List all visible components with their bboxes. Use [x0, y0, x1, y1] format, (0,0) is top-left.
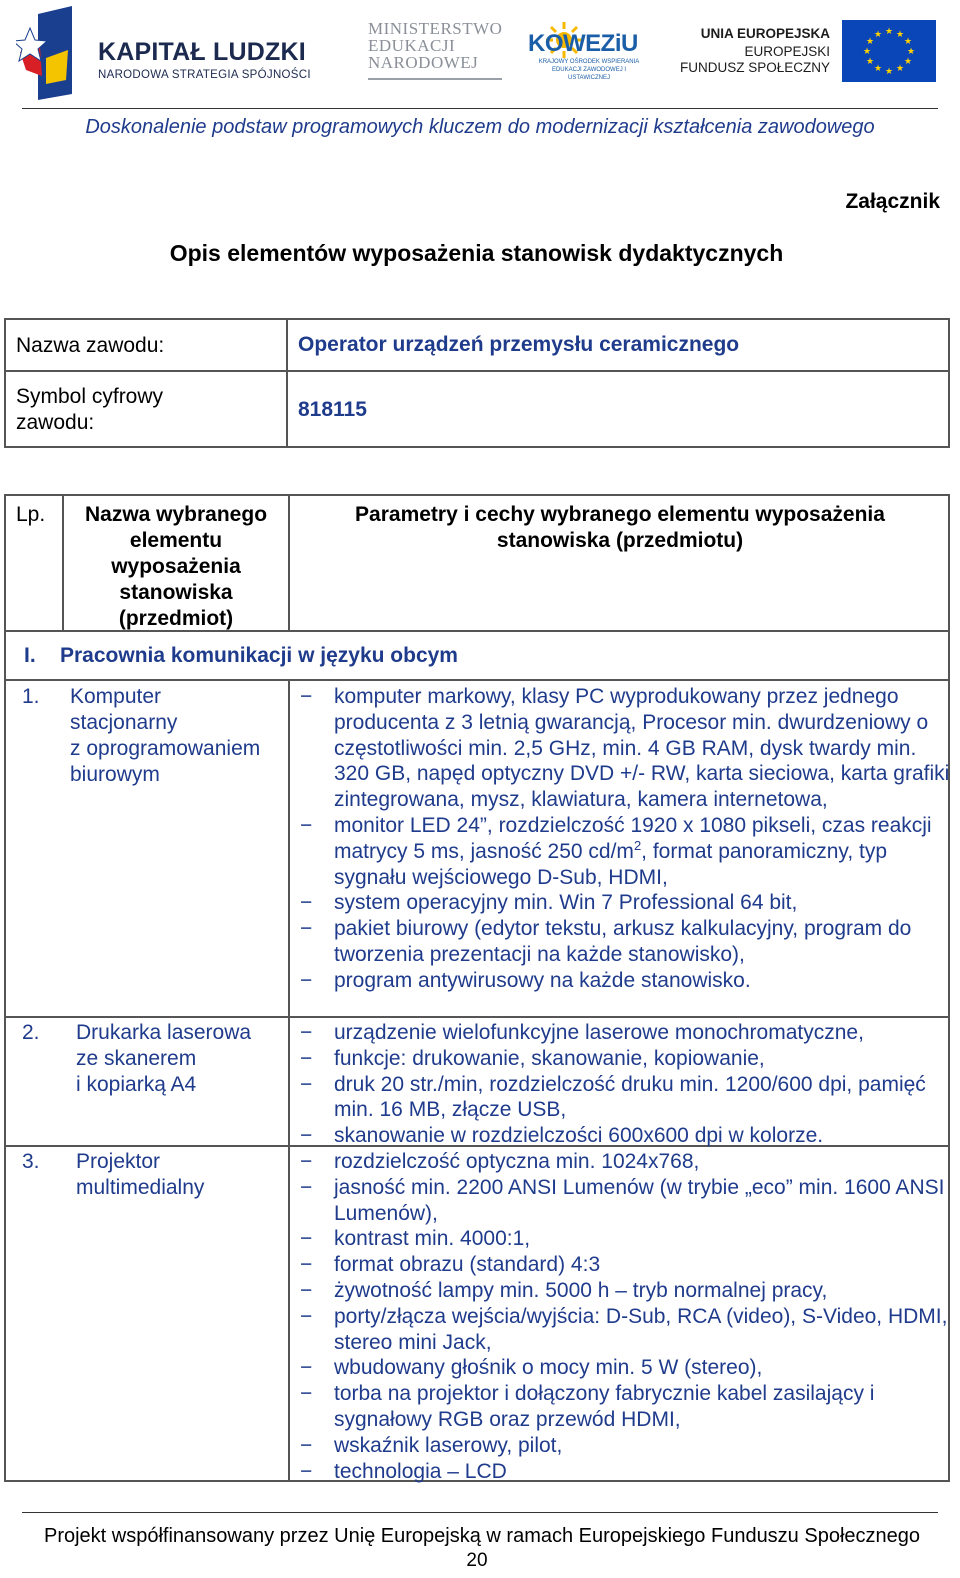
dash-bullet: −: [300, 1227, 313, 1251]
parameter-item: [296, 1433, 950, 1459]
parameter-item: [296, 890, 950, 916]
parameter-text: pakiet biurowy (edytor tekstu, arkusz kalkulacyjny, program do tworzenia prezentacji na każde stanowisko),: [334, 917, 912, 966]
parameter-text: torba na projektor i dołączony fabrycznie kabel zasilający i sygnałowy RGB oraz przewód HDMI,: [334, 1382, 875, 1431]
symbol-value: 818115: [298, 398, 367, 421]
svg-text:★: ★: [884, 27, 894, 37]
item-name-line: Drukarka laserowa: [76, 1021, 252, 1044]
column-header-params-line: Parametry i cechy wybranego elementu wyposażenia: [355, 503, 885, 526]
column-divider: [288, 679, 290, 1482]
parameter-item: [296, 1072, 950, 1124]
page-number: 20: [466, 1550, 488, 1571]
parameter-text: monitor LED 24”, rozdzielczość 1920 x 1080 pikseli, czas reakcji matrycy 5 ms, jasność 250 cd/m: [334, 813, 932, 863]
svg-text:★: ★: [873, 30, 883, 40]
item-name: [76, 1020, 286, 1098]
item-name-line: z oprogramowaniem: [70, 737, 261, 760]
parameter-text: technologia – LCD: [334, 1459, 507, 1483]
column-header-name-line: (przedmiot): [118, 607, 234, 630]
row-number: 2.: [22, 1021, 40, 1044]
section-number: I.: [24, 644, 36, 667]
profession-label: Nazwa zawodu:: [16, 334, 165, 357]
row-divider: [6, 1016, 950, 1018]
parameter-text: urządzenie wielofunkcyjne laserowe monochromatyczne,: [334, 1021, 864, 1044]
kapital-ludzki-title: KAPITAŁ LUDZKI: [98, 38, 306, 66]
symbol-label: [16, 384, 276, 436]
eu-logo: [679, 20, 940, 84]
dash-bullet: −: [300, 891, 313, 915]
item-name-line: Komputer: [70, 685, 162, 708]
dash-bullet: −: [300, 1356, 313, 1380]
dash-bullet: −: [300, 1021, 313, 1044]
parameter-item: [296, 1175, 950, 1227]
eu-logo-line: FUNDUSZ SPOŁECZNY: [679, 60, 830, 75]
symbol-row: [6, 372, 948, 448]
parameter-text: funkcje: drukowanie, skanowanie, kopiowanie,: [334, 1046, 765, 1070]
item-name-line: biurowym: [70, 763, 160, 786]
kapital-ludzki-emblem: [16, 6, 78, 100]
svg-text:★: ★: [895, 64, 905, 74]
superscript: 2: [633, 837, 642, 853]
item-name-line: Projektor: [76, 1150, 161, 1173]
info-divider: [286, 320, 288, 446]
kapital-ludzki-logo: [16, 6, 316, 102]
section-row-divider: [6, 679, 950, 681]
item-name: [76, 1149, 286, 1201]
svg-text:★: ★: [906, 47, 916, 57]
ministry-logo-rule: [368, 78, 502, 80]
dash-bullet: −: [300, 1072, 313, 1096]
equipment-table: [4, 494, 950, 1482]
section-heading: [24, 644, 458, 668]
parameter-item: [296, 1381, 950, 1433]
profession-value: Operator urządzeń przemysłu ceramicznego: [298, 333, 740, 356]
dash-bullet: −: [300, 1150, 313, 1173]
profession-row: [6, 320, 948, 372]
parameter-item: [296, 813, 950, 890]
annex-label: Załącznik: [845, 190, 940, 213]
parameter-text: komputer markowy, klasy PC wyprodukowany przez jednego producenta z 3 letnią gwarancją, Procesor min. dwurdzeniowy o częstotliwości min. 2,5 GHz, min. 4 GB RAM, dysk twardy min. 320 GB, napęd optyczny DVD +/- RW, karta sieciowa, karta grafiki zintegrowana, mysz, klawiatura, kamera internetowa,: [334, 685, 950, 812]
parameter-text: system operacyjny min. Win 7 Professional 64 bit,: [334, 891, 798, 915]
symbol-label-line: zawodu:: [16, 411, 95, 434]
parameter-item: [296, 1020, 950, 1046]
logo-strip: [0, 0, 960, 108]
parameter-item: [296, 1046, 950, 1072]
item-name-line: ze skanerem: [76, 1047, 197, 1070]
parameter-text: rozdzielczość optyczna min. 1024x768,: [334, 1150, 700, 1173]
dash-bullet: −: [300, 1175, 313, 1199]
koweziu-logo: [526, 20, 656, 90]
parameter-list: [296, 1020, 950, 1149]
column-header-params-line: stanowiska (przedmiotu): [496, 529, 744, 552]
project-subtitle: Doskonalenie podstaw programowych kluczem do modernizacji kształcenia zawodowego: [85, 116, 875, 138]
parameter-list: [296, 1149, 950, 1484]
eu-logo-line: UNIA EUROPEJSKA: [700, 26, 830, 41]
parameter-text: skanowanie w rozdzielczości 600x600 dpi w kolorze.: [334, 1124, 824, 1148]
profession-info-table: [4, 318, 950, 448]
dash-bullet: −: [300, 1433, 313, 1457]
eu-flag-icon: [842, 20, 936, 82]
footer-divider: [22, 1512, 938, 1513]
column-header-name-line: Nazwa wybranego: [84, 503, 268, 526]
parameter-item: [296, 1278, 950, 1304]
dash-bullet: −: [300, 1382, 313, 1406]
ministry-logo: [368, 20, 508, 90]
parameter-text: kontrast min. 4000:1,: [334, 1227, 531, 1251]
column-header-lp: Lp.: [16, 503, 46, 526]
column-header-name-line: wyposażenia: [111, 555, 241, 578]
parameter-text: program antywirusowy na każde stanowisko.: [334, 968, 751, 992]
row-number: 1.: [22, 685, 40, 708]
parameter-item: [296, 916, 950, 968]
parameter-text: porty/złącza wejścia/wyjścia: D-Sub, RCA (video), S-Video, HDMI, stereo mini Jack,: [334, 1304, 948, 1354]
parameter-item: [296, 1304, 950, 1356]
parameter-item: [296, 1459, 950, 1485]
symbol-label-line: Symbol cyfrowy: [16, 385, 164, 408]
parameter-item: [296, 1252, 950, 1278]
footer-text: Projekt współfinansowany przez Unię Europejską w ramach Europejskiego Funduszu Społecznego: [43, 1525, 921, 1547]
parameter-item: [296, 1355, 950, 1381]
column-header-name-line: stanowiska: [119, 581, 233, 604]
column-header-name: [64, 502, 288, 632]
parameter-item: [296, 1123, 950, 1149]
parameter-text: , format panoramiczny, typ sygnału wejściowego D-Sub, HDMI,: [334, 839, 888, 889]
dash-bullet: −: [300, 1278, 313, 1302]
document-title: Opis elementów wyposażenia stanowisk dydaktycznych: [169, 240, 784, 266]
item-name-line: i kopiarką A4: [76, 1073, 197, 1096]
parameter-text: żywotność lampy min. 5000 h – tryb normalnej pracy,: [334, 1278, 828, 1302]
row-number: 3.: [22, 1150, 40, 1173]
eu-logo-line: EUROPEJSKI: [744, 44, 830, 59]
parameter-item: [296, 968, 950, 994]
koweziu-wordmark: KOWEZiU: [528, 30, 638, 57]
svg-text:★: ★: [865, 37, 875, 47]
parameter-item: [296, 1226, 950, 1252]
svg-text:★: ★: [862, 47, 872, 57]
dash-bullet: −: [300, 1253, 313, 1277]
item-name-line: multimedialny: [76, 1176, 205, 1199]
item-name-line: stacjonarny: [70, 711, 178, 734]
parameter-text: druk 20 str./min, rozdzielczość druku min. 1200/600 dpi, pamięć min. 16 MB, złącze USB,: [334, 1072, 926, 1122]
ministry-line: MINISTERSTWO: [368, 19, 503, 38]
parameter-text: wskaźnik laserowy, pilot,: [334, 1433, 563, 1457]
column-header-name-line: elementu: [129, 529, 223, 552]
dash-bullet: −: [300, 1124, 313, 1148]
kapital-ludzki-subtitle: NARODOWA STRATEGIA SPÓJNOŚCI: [98, 69, 311, 81]
section-title: Pracownia komunikacji w języku obcym: [60, 644, 458, 667]
dash-bullet: −: [300, 968, 313, 992]
parameter-item: [296, 684, 950, 813]
parameter-text: format obrazu (standard) 4:3: [334, 1253, 601, 1277]
svg-text:★: ★: [873, 64, 883, 74]
parameter-item: [296, 1149, 950, 1175]
dash-bullet: −: [300, 917, 313, 941]
svg-text:★: ★: [895, 30, 905, 40]
parameter-text: wbudowany głośnik o mocy min. 5 W (stereo),: [334, 1356, 763, 1380]
svg-text:★: ★: [903, 57, 913, 67]
item-name: [70, 684, 286, 788]
koweziu-subtitle: KRAJOWY OŚRODEK WSPIERANIA EDUKACJI ZAWODOWEJ I USTAWICZNEJ: [538, 59, 640, 81]
svg-text:★: ★: [903, 37, 913, 47]
dash-bullet: −: [300, 1304, 313, 1328]
dash-bullet: −: [300, 1046, 313, 1070]
dash-bullet: −: [300, 685, 313, 708]
parameter-text: jasność min. 2200 ANSI Lumenów (w trybie „eco” min. 1600 ANSI Lumenów),: [334, 1175, 945, 1225]
ministry-line: NARODOWEJ: [368, 53, 479, 72]
dash-bullet: −: [300, 1459, 313, 1483]
svg-text:★: ★: [884, 67, 894, 77]
parameter-list: [296, 684, 950, 994]
ministry-line: EDUKACJI: [368, 36, 456, 55]
column-header-params: [290, 502, 950, 554]
svg-text:★: ★: [865, 57, 875, 67]
dash-bullet: −: [300, 813, 313, 837]
header-divider: [22, 108, 938, 109]
